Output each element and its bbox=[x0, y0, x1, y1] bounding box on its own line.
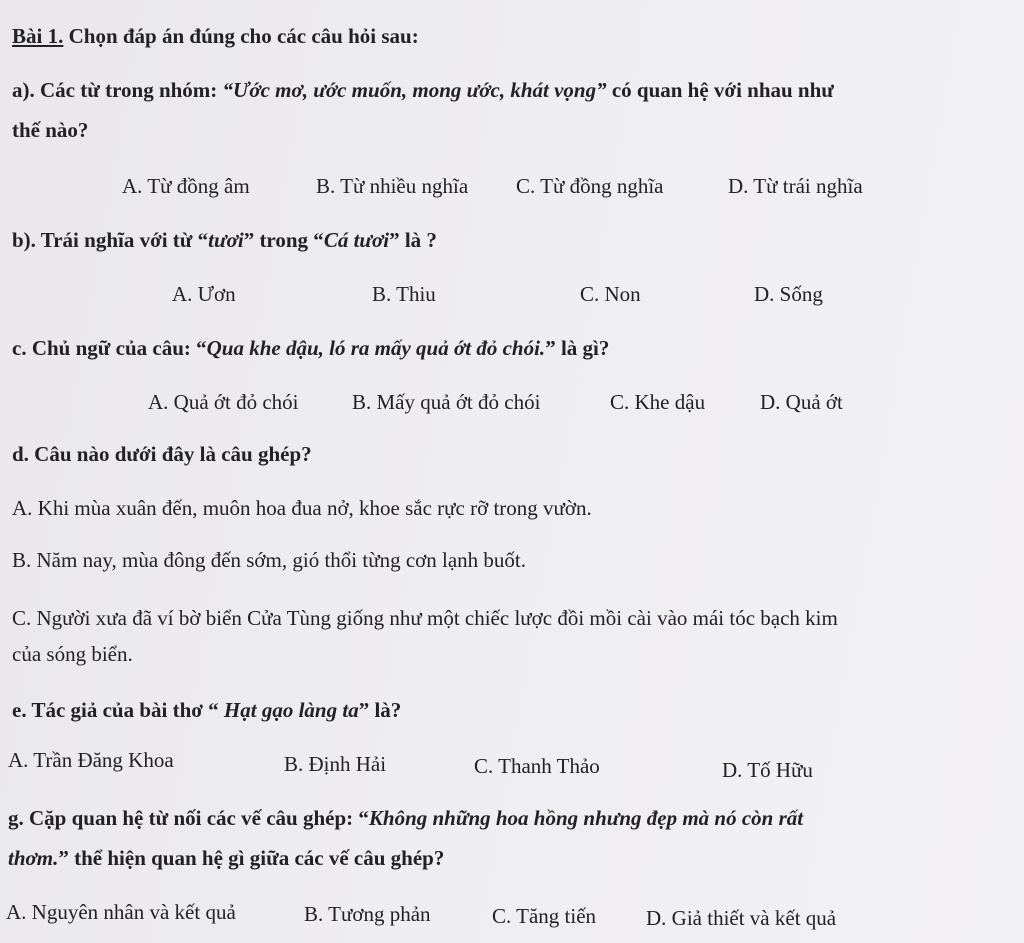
question-c bbox=[12, 336, 609, 361]
question-a bbox=[12, 78, 834, 103]
question-g-lead: g. Cặp quan hệ từ nối các vế câu ghép: “ bbox=[8, 806, 369, 830]
option-g-3[interactable]: C. Tăng tiến bbox=[492, 904, 597, 928]
option-e-4[interactable]: D. Tố Hữu bbox=[722, 758, 813, 782]
option-g-2[interactable]: B. Tương phản bbox=[304, 902, 431, 926]
option-c-2[interactable]: B. Mấy quả ớt đỏ chói bbox=[352, 390, 541, 414]
option-c-4[interactable]: D. Quả ớt bbox=[760, 390, 843, 414]
question-g bbox=[8, 806, 803, 831]
question-a-quote: “Ước mơ, ước muốn, mong ước, khát vọng” bbox=[222, 78, 607, 102]
question-e-lead: e. Tác giả của bài thơ “ bbox=[12, 698, 224, 722]
option-b-3[interactable]: C. Non bbox=[580, 282, 641, 306]
question-b-part1: b). Trái nghĩa với từ “ bbox=[12, 228, 209, 252]
question-g-tail: ” thể hiện quan hệ gì giữa các vế câu ghép? bbox=[58, 846, 445, 870]
question-g-line2 bbox=[8, 846, 444, 871]
question-c-quote: Qua khe dậu, ló ra mấy quả ớt đỏ chói. bbox=[206, 336, 546, 360]
option-c-3[interactable]: C. Khe dậu bbox=[610, 390, 706, 414]
option-d-1[interactable]: A. Khi mùa xuân đến, muôn hoa đua nở, khoe sắc rực rỡ trong vườn. bbox=[12, 496, 592, 520]
question-g-quote2: thơm. bbox=[8, 846, 59, 870]
question-b-word2: Cá tươi bbox=[323, 228, 390, 252]
question-b bbox=[12, 228, 437, 253]
question-a-line2: thế nào? bbox=[12, 118, 89, 142]
option-c-1[interactable]: A. Quả ớt đỏ chói bbox=[148, 390, 299, 414]
option-e-1[interactable]: A. Trần Đăng Khoa bbox=[8, 748, 174, 772]
option-a-4[interactable]: D. Từ trái nghĩa bbox=[728, 174, 863, 198]
exercise-title bbox=[12, 24, 419, 49]
exercise-instruction: Chọn đáp án đúng cho các câu hỏi sau: bbox=[63, 24, 419, 48]
option-a-2[interactable]: B. Từ nhiều nghĩa bbox=[316, 174, 469, 198]
option-d-3-continued: của sóng biển. bbox=[12, 642, 133, 666]
question-a-lead: a). Các từ trong nhóm: bbox=[12, 78, 223, 102]
option-e-3[interactable]: C. Thanh Thảo bbox=[474, 754, 600, 778]
exercise-label: Bài 1. bbox=[12, 24, 64, 48]
option-g-4[interactable]: D. Giả thiết và kết quả bbox=[646, 906, 837, 930]
question-b-word1: tươi bbox=[208, 228, 244, 252]
option-a-1[interactable]: A. Từ đồng âm bbox=[122, 174, 250, 198]
option-e-2[interactable]: B. Định Hải bbox=[284, 752, 387, 776]
option-a-3[interactable]: C. Từ đồng nghĩa bbox=[516, 174, 664, 198]
question-b-part3: ” là ? bbox=[389, 228, 437, 252]
question-e bbox=[12, 698, 401, 723]
option-d-2[interactable]: B. Năm nay, mùa đông đến sớm, gió thổi từng cơn lạnh buốt. bbox=[12, 548, 527, 572]
question-d: d. Câu nào dưới đây là câu ghép? bbox=[12, 442, 312, 466]
question-b-part2: ” trong “ bbox=[243, 228, 324, 252]
question-c-lead: c. Chủ ngữ của câu: “ bbox=[12, 336, 207, 360]
option-b-1[interactable]: A. Ươn bbox=[172, 282, 236, 306]
question-e-tail: ” là? bbox=[358, 698, 402, 722]
option-b-4[interactable]: D. Sống bbox=[754, 282, 823, 306]
question-e-quote: Hạt gạo làng ta bbox=[223, 698, 359, 722]
question-c-tail: ” là gì? bbox=[545, 336, 610, 360]
option-g-1[interactable]: A. Nguyên nhân và kết quả bbox=[6, 900, 236, 924]
question-g-quote1: Không những hoa hồng nhưng đẹp mà nó còn rất bbox=[368, 806, 804, 830]
option-d-3[interactable]: C. Người xưa đã ví bờ biển Cửa Tùng giống như một chiếc lược đồi mồi cài vào mái tóc bạch kim bbox=[12, 606, 838, 630]
question-a-tail: có quan hệ với nhau như bbox=[606, 78, 834, 102]
option-b-2[interactable]: B. Thiu bbox=[372, 282, 436, 306]
